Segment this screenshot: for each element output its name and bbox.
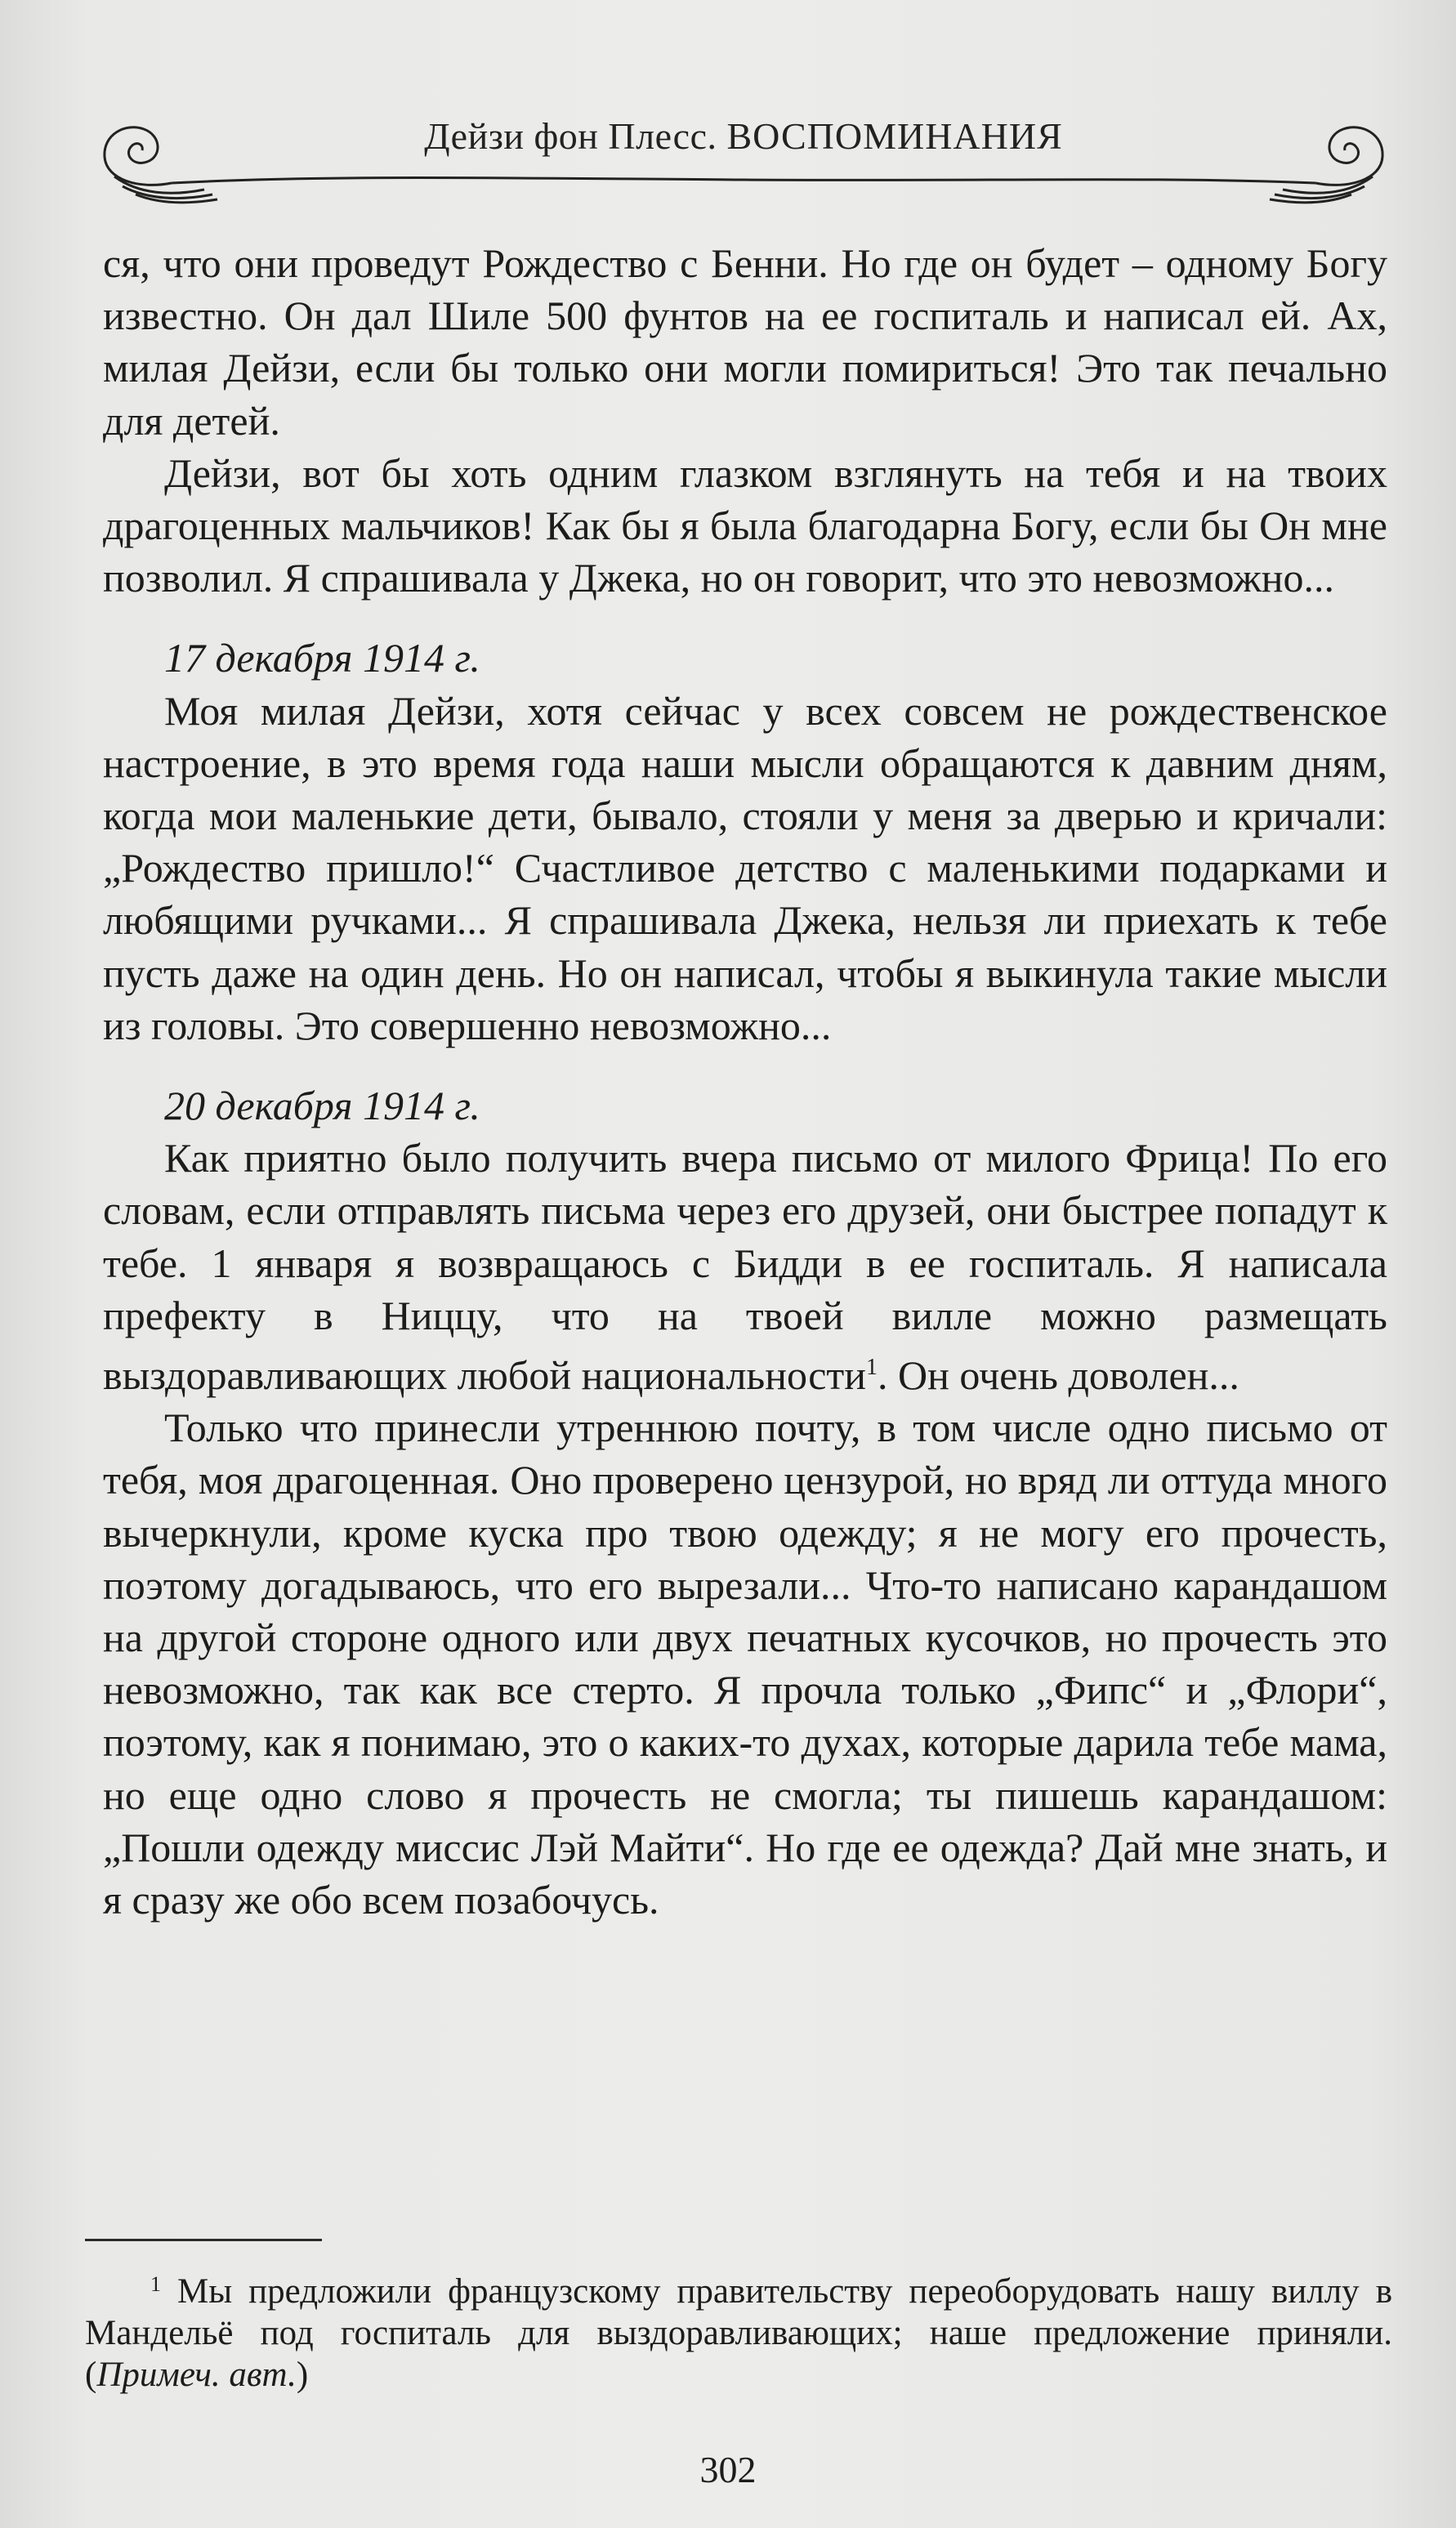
page-number: 302 [699, 2449, 757, 2490]
footnote-reference: 1 [866, 1355, 878, 1381]
paragraph: Только что принесли утреннюю почту, в том числе одно письмо от тебя, моя драгоценная. Оно проверено цензурой, но вряд ли оттуда много вычеркнули, кроме куска про твою одежду; я не могу его прочесть, поэтому догадываюсь, что его вырезали... Что-то написано карандашом на другой стороне одного или двух печатных кусочков, но прочесть это невозможно, так как все стерто. Я прочла только „Фипс“ и „Флори“, поэтому, как я понимаю, это о каких-то духах, которые дарила тебе мама, но еще одно слово я прочесть не смогла; ты пишешь карандашом: „Пошли одежду миссис Лэй Майти“. Но где ее одежда? Дай мне знать, и я сразу же обо всем позабочусь. [103, 1405, 1387, 1923]
letter-date: 17 декабря 1914 г. [164, 635, 480, 681]
footnote-separator [85, 2239, 322, 2241]
header-author: Дейзи фон Плесс. [424, 115, 717, 157]
footnote-marker: 1 [150, 2272, 161, 2296]
footnote-close: ) [296, 2356, 309, 2394]
paragraph-text: Как приятно было получить вчера письмо от милого Фрица! По его словам, если отправлять письма через его друзей, они быстрее попадут к тебе. 1 января я возвращаюсь с Бидди в ее госпиталь. Я написала префекту в Ниццу, что на твоей вилле можно размещать выздоравливающих любой национальности [103, 1135, 1387, 1399]
header-book-title: ВОСПОМИНАНИЯ [726, 115, 1063, 157]
paragraph: Дейзи, вот бы хоть одним глазком взглянуть на тебя и на твоих драгоценных мальчиков! Как бы я была благодарна Богу, если бы Он мне позволил. Я спрашивала у Джека, но он говорит, что это невозможно... [103, 449, 1387, 601]
paragraph-continued: ся, что они проведут Рождество с Бенни. Но где он будет – одному Богу известно. Он дал Шиле 500 фунтов на ее госпиталь и написал ей. Ах, милая Дейзи, если бы только они могли помириться! Это так печально для детей. [103, 240, 1387, 444]
paragraph-text: . Он очень доволен... [878, 1352, 1239, 1399]
footnote-text: Мы предложили французскому правительству переоборудовать нашу виллу в Мандельё под госпиталь для выздоравливающих; наше предложение приняли. ( [85, 2272, 1393, 2394]
running-header [90, 98, 1397, 221]
letter-date: 20 декабря 1914 г. [164, 1083, 480, 1129]
paragraph [103, 1132, 1387, 1401]
main-text [103, 237, 1387, 1926]
footnote [85, 2263, 1392, 2396]
header-title [90, 114, 1397, 158]
footnote-author-note: Примеч. авт. [96, 2356, 297, 2394]
paragraph: Моя милая Дейзи, хотя сейчас у всех совсем не рождественское настроение, в это время года наши мысли обращаются к давним дням, когда мои маленькие дети, бывало, стояли у меня за дверью и кричали: „Рождество пришло!“ Счастливое детство с маленькими подарками и любящими ручками... Я спрашивала Джека, нельзя ли приехать к тебе пусть даже на один день. Но он написал, чтобы я выкинула такие мысли из головы. Это совершенно невозможно... [103, 687, 1387, 1048]
